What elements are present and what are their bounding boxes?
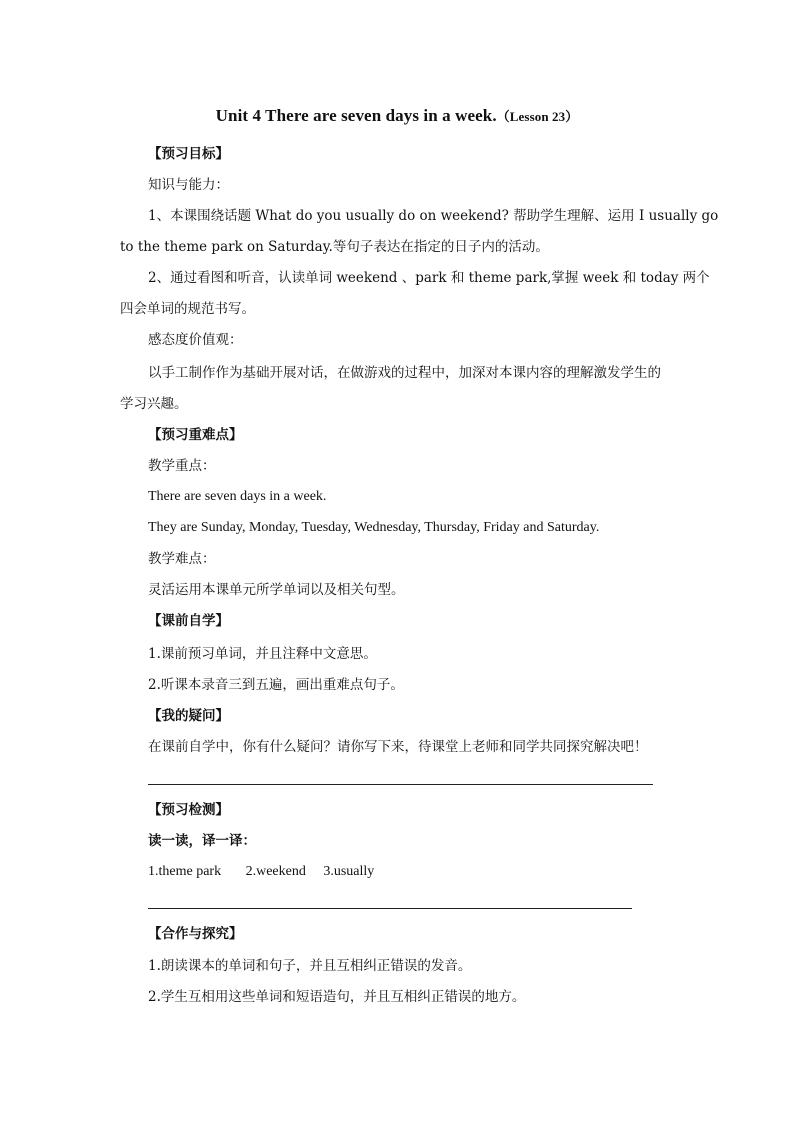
heading-self-study: 【课前自学】 [148, 613, 229, 629]
self-study-item1: 1.课前预习单词，并且注释中文意思。 [148, 646, 377, 662]
questions-prompt: 在课前自学中，你有什么疑问？请你写下来，待课堂上老师和同学共同探究解决吧！ [148, 739, 648, 755]
attitude-line1: 以手工制作作为基础开展对话，在做游戏的过程中，加深对本课内容的理解激发学生的 [148, 365, 661, 381]
goal-item2-line1: 2、通过看图和听音，认读单词 weekend 、park 和 theme park,掌握 week 和 today 两个 [148, 270, 710, 286]
heading-key-points: 【预习重难点】 [148, 427, 243, 443]
title-main: Unit 4 There are seven days in a week. [215, 106, 497, 125]
cooperation-item2: 2.学生互相用这些单词和短语造句，并且互相纠正错误的地方。 [148, 989, 526, 1005]
heading-preview-check: 【预习检测】 [148, 802, 229, 818]
focus-sentence1: There are seven days in a week. [148, 489, 327, 504]
heading-cooperation: 【合作与探究】 [148, 926, 243, 942]
cooperation-item1: 1.朗读课本的单词和句子，并且互相纠正错误的发音。 [148, 958, 472, 974]
goal-item1-line2: to the theme park on Saturday.等句子表达在指定的日子内的活动。 [120, 239, 549, 255]
heading-preview-goals: 【预习目标】 [148, 146, 229, 162]
heading-my-questions: 【我的疑问】 [148, 708, 229, 724]
focus-label: 教学重点： [148, 458, 216, 474]
attitude-label: 感态度价值观： [148, 332, 243, 348]
difficulty-label: 教学难点： [148, 551, 216, 567]
title-lesson: （Lesson 23） [496, 109, 579, 124]
knowledge-label: 知识与能力： [148, 177, 229, 193]
check-words: 1.theme park 2.weekend 3.usually [148, 864, 375, 879]
translation-line[interactable] [148, 908, 632, 909]
self-study-item2: 2.听课本录音三到五遍，画出重难点句子。 [148, 677, 404, 693]
goal-item2-line2: 四会单词的规范书写。 [120, 301, 255, 317]
check-subheading: 读一读，译一译： [148, 833, 256, 849]
attitude-line2: 学习兴趣。 [120, 396, 188, 412]
page-title [0, 106, 794, 126]
difficulty-line: 灵活运用本课单元所学单词以及相关句型。 [148, 582, 405, 598]
answer-line[interactable] [148, 784, 653, 785]
goal-item1-line1: 1、本课围绕话题 What do you usually do on weekend? 帮助学生理解、运用 I usually go [148, 208, 719, 224]
focus-sentence2: They are Sunday, Monday, Tuesday, Wednesday, Thursday, Friday and Saturday. [148, 520, 600, 535]
